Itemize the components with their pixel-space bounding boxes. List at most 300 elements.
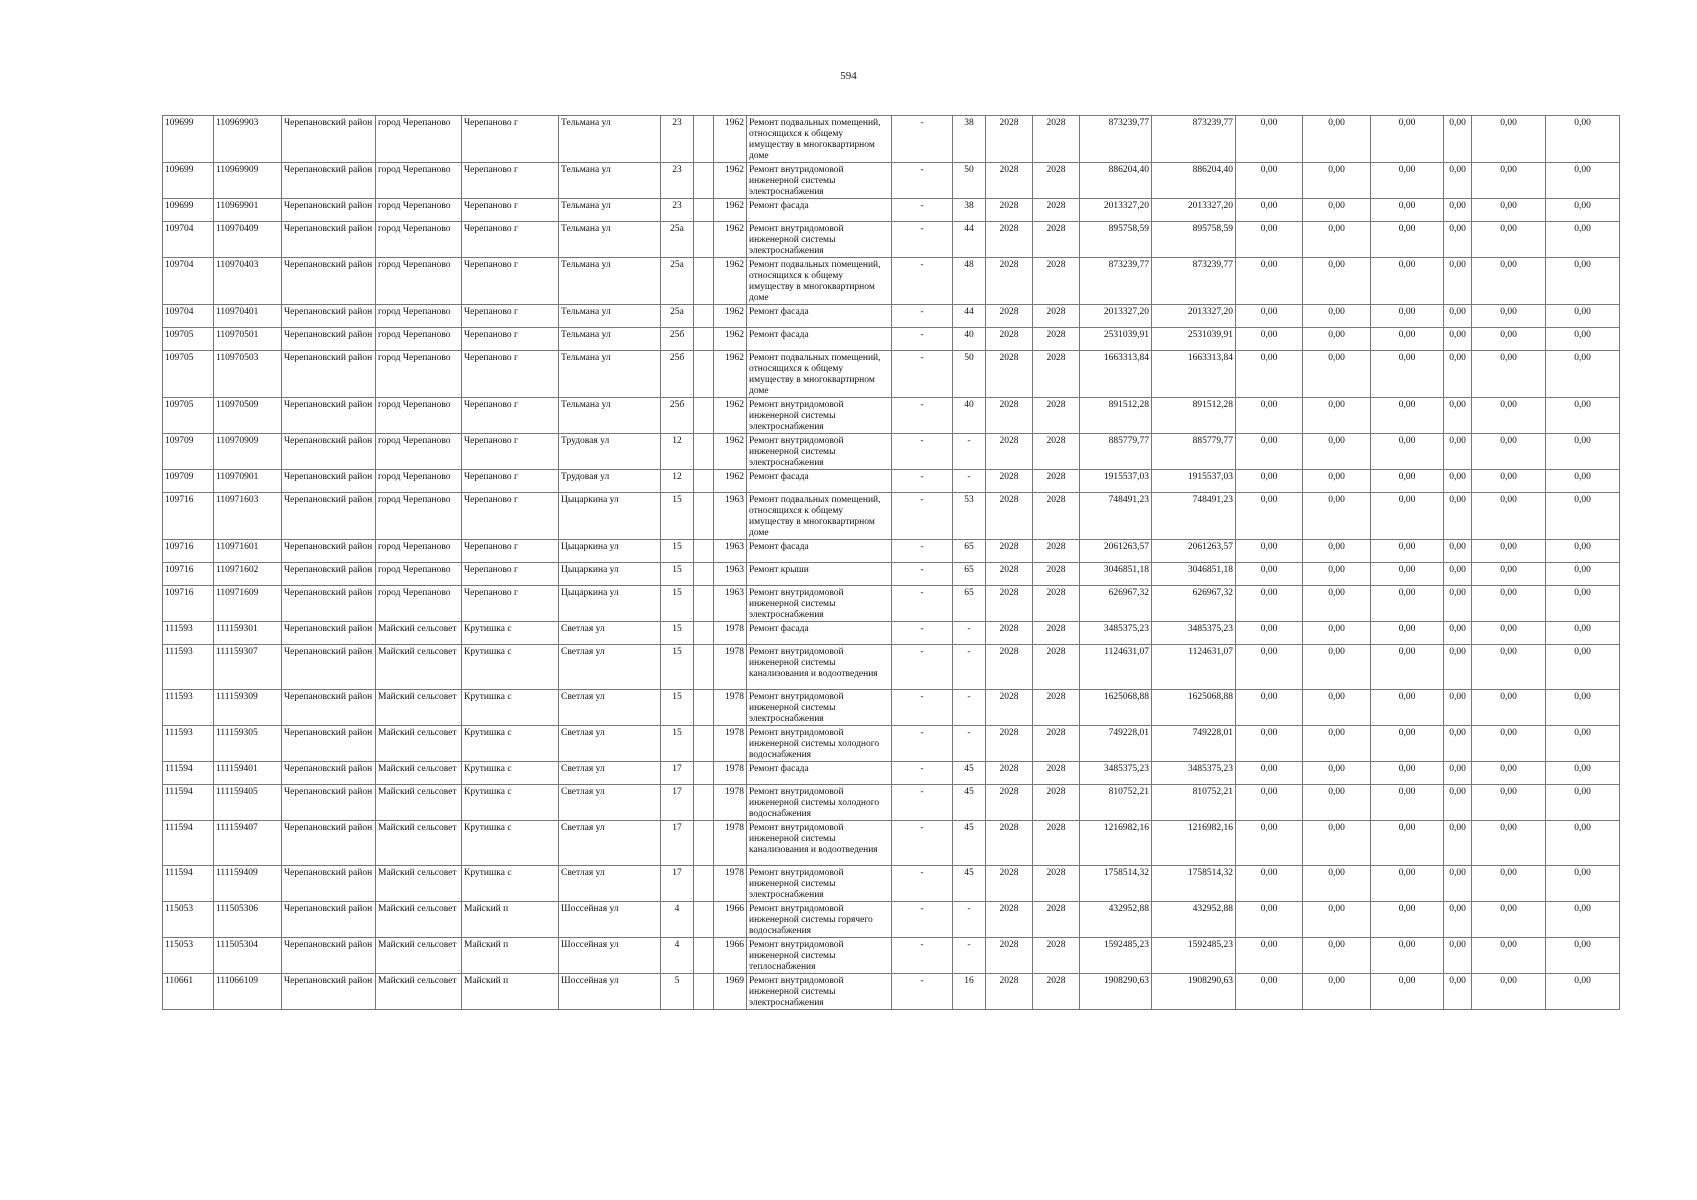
- cell-street: Трудовая ул: [559, 470, 661, 493]
- cell-street: Светлая ул: [559, 866, 661, 902]
- cell-total-cost: 1908290,63: [1080, 974, 1152, 1010]
- cell-owner-share: 0,00: [1444, 305, 1472, 328]
- cell-other-funds: 0,00: [1472, 622, 1546, 645]
- cell-street: Шоссейная ул: [559, 938, 661, 974]
- cell-plan-year-start: 2028: [986, 540, 1033, 563]
- cell-federal-funds: 0,00: [1236, 938, 1303, 974]
- cell-local-funds: 0,00: [1371, 821, 1444, 866]
- cell-build-year: 1969: [714, 974, 747, 1010]
- cell-owner-share: 0,00: [1444, 470, 1472, 493]
- cell-building: [694, 470, 714, 493]
- cell-work-type: Ремонт внутридомовой инженерной системы канализования и водоотведения: [747, 821, 892, 866]
- cell-local-funds: 0,00: [1371, 222, 1444, 258]
- table-row: [163, 163, 1620, 199]
- cell-regional-funds: 0,00: [1303, 493, 1371, 540]
- cell-other-funds: 0,00: [1472, 938, 1546, 974]
- table-row: [163, 866, 1620, 902]
- cell-build-year: 1962: [714, 199, 747, 222]
- cell-house-id: 115053: [163, 938, 214, 974]
- cell-work-type: Ремонт крыши: [747, 563, 892, 586]
- cell-work-id: 110970503: [214, 351, 282, 398]
- cell-building: [694, 785, 714, 821]
- cell-house-number: 15: [661, 690, 694, 726]
- cell-federal-funds: 0,00: [1236, 762, 1303, 785]
- cell-house-number: 12: [661, 434, 694, 470]
- cell-local-funds: 0,00: [1371, 305, 1444, 328]
- cell-plan-year-start: 2028: [986, 328, 1033, 351]
- cell-house-number: 23: [661, 163, 694, 199]
- cell-total-cost: 749228,01: [1080, 726, 1152, 762]
- cell-fund-cost: 3485375,23: [1152, 622, 1236, 645]
- cell-fund-cost: 1625068,88: [1152, 690, 1236, 726]
- cell-district: Черепановский район: [282, 938, 376, 974]
- cell-street: Цыцаркина ул: [559, 493, 661, 540]
- cell-municipality: город Черепаново: [376, 163, 462, 199]
- cell-locality: Крутишка с: [462, 866, 559, 902]
- cell-unit-blank: -: [892, 645, 953, 690]
- cell-unit-blank: -: [892, 116, 953, 163]
- cell-house-number: 15: [661, 540, 694, 563]
- cell-plan-year-end: 2028: [1033, 258, 1080, 305]
- cell-locality: Черепаново г: [462, 586, 559, 622]
- cell-house-number: 5: [661, 974, 694, 1010]
- cell-federal-funds: 0,00: [1236, 540, 1303, 563]
- cell-work-type: Ремонт внутридомовой инженерной системы электроснабжения: [747, 222, 892, 258]
- cell-unit-blank: -: [892, 563, 953, 586]
- table-row: [163, 762, 1620, 785]
- cell-work-type: Ремонт фасада: [747, 199, 892, 222]
- cell-federal-funds: 0,00: [1236, 163, 1303, 199]
- cell-plan-year-end: 2028: [1033, 563, 1080, 586]
- cell-build-year: 1966: [714, 938, 747, 974]
- cell-federal-funds: 0,00: [1236, 974, 1303, 1010]
- cell-plan-year-start: 2028: [986, 351, 1033, 398]
- cell-house-number: 25а: [661, 222, 694, 258]
- cell-building: [694, 351, 714, 398]
- cell-work-id: 110971602: [214, 563, 282, 586]
- cell-work-id: 111505304: [214, 938, 282, 974]
- table-row: [163, 328, 1620, 351]
- cell-work-type: Ремонт внутридомовой инженерной системы электроснабжения: [747, 163, 892, 199]
- cell-federal-funds: 0,00: [1236, 902, 1303, 938]
- cell-locality: Крутишка с: [462, 726, 559, 762]
- cell-fund-cost: 2013327,20: [1152, 199, 1236, 222]
- cell-other-funds: 0,00: [1472, 974, 1546, 1010]
- cell-work-id: 111159301: [214, 622, 282, 645]
- cell-work-id: 111159305: [214, 726, 282, 762]
- cell-total-cost: 3485375,23: [1080, 622, 1152, 645]
- cell-district: Черепановский район: [282, 434, 376, 470]
- cell-district: Черепановский район: [282, 351, 376, 398]
- cell-plan-year-end: 2028: [1033, 938, 1080, 974]
- cell-fund-cost: 626967,32: [1152, 586, 1236, 622]
- cell-build-year: 1962: [714, 163, 747, 199]
- cell-other-funds: 0,00: [1472, 785, 1546, 821]
- cell-work-type: Ремонт внутридомовой инженерной системы электроснабжения: [747, 434, 892, 470]
- cell-other-funds: 0,00: [1472, 902, 1546, 938]
- cell-street: Тельмана ул: [559, 199, 661, 222]
- cell-locality: Майский п: [462, 902, 559, 938]
- cell-owner-share: 0,00: [1444, 645, 1472, 690]
- cell-work-id: 111159309: [214, 690, 282, 726]
- cell-other-funds-2: 0,00: [1546, 622, 1620, 645]
- cell-unit-value: 53: [953, 493, 986, 540]
- cell-street: Светлая ул: [559, 622, 661, 645]
- cell-total-cost: 2013327,20: [1080, 199, 1152, 222]
- cell-district: Черепановский район: [282, 690, 376, 726]
- cell-local-funds: 0,00: [1371, 398, 1444, 434]
- cell-total-cost: 1625068,88: [1080, 690, 1152, 726]
- cell-house-number: 23: [661, 199, 694, 222]
- cell-municipality: город Черепаново: [376, 540, 462, 563]
- cell-building: [694, 645, 714, 690]
- cell-unit-value: -: [953, 622, 986, 645]
- cell-regional-funds: 0,00: [1303, 866, 1371, 902]
- cell-total-cost: 748491,23: [1080, 493, 1152, 540]
- cell-house-id: 111594: [163, 866, 214, 902]
- cell-work-type: Ремонт внутридомовой инженерной системы канализования и водоотведения: [747, 645, 892, 690]
- cell-house-id: 111594: [163, 785, 214, 821]
- cell-work-id: 110970401: [214, 305, 282, 328]
- cell-total-cost: 895758,59: [1080, 222, 1152, 258]
- cell-other-funds-2: 0,00: [1546, 821, 1620, 866]
- cell-house-id: 109716: [163, 563, 214, 586]
- cell-house-id: 111593: [163, 726, 214, 762]
- cell-build-year: 1962: [714, 351, 747, 398]
- cell-unit-value: 40: [953, 328, 986, 351]
- cell-unit-value: 50: [953, 351, 986, 398]
- cell-regional-funds: 0,00: [1303, 974, 1371, 1010]
- cell-unit-blank: -: [892, 902, 953, 938]
- cell-other-funds-2: 0,00: [1546, 902, 1620, 938]
- cell-locality: Черепаново г: [462, 493, 559, 540]
- cell-district: Черепановский район: [282, 398, 376, 434]
- table-row: [163, 493, 1620, 540]
- cell-house-id: 109704: [163, 222, 214, 258]
- cell-regional-funds: 0,00: [1303, 470, 1371, 493]
- cell-regional-funds: 0,00: [1303, 902, 1371, 938]
- cell-street: Светлая ул: [559, 645, 661, 690]
- cell-unit-value: 65: [953, 540, 986, 563]
- cell-municipality: Майский сельсовет: [376, 785, 462, 821]
- cell-work-id: 110971609: [214, 586, 282, 622]
- cell-house-id: 111593: [163, 622, 214, 645]
- cell-local-funds: 0,00: [1371, 974, 1444, 1010]
- cell-house-id: 109704: [163, 258, 214, 305]
- cell-house-id: 115053: [163, 902, 214, 938]
- cell-building: [694, 690, 714, 726]
- cell-other-funds-2: 0,00: [1546, 645, 1620, 690]
- cell-other-funds-2: 0,00: [1546, 726, 1620, 762]
- cell-unit-value: 16: [953, 974, 986, 1010]
- cell-other-funds: 0,00: [1472, 540, 1546, 563]
- cell-building: [694, 540, 714, 563]
- cell-local-funds: 0,00: [1371, 540, 1444, 563]
- cell-plan-year-end: 2028: [1033, 351, 1080, 398]
- cell-regional-funds: 0,00: [1303, 222, 1371, 258]
- cell-house-number: 25б: [661, 328, 694, 351]
- cell-street: Тельмана ул: [559, 398, 661, 434]
- cell-other-funds-2: 0,00: [1546, 199, 1620, 222]
- cell-plan-year-start: 2028: [986, 398, 1033, 434]
- cell-house-number: 25а: [661, 258, 694, 305]
- cell-other-funds-2: 0,00: [1546, 470, 1620, 493]
- cell-district: Черепановский район: [282, 645, 376, 690]
- cell-local-funds: 0,00: [1371, 622, 1444, 645]
- cell-other-funds: 0,00: [1472, 199, 1546, 222]
- cell-work-id: 110969901: [214, 199, 282, 222]
- cell-municipality: город Черепаново: [376, 434, 462, 470]
- cell-municipality: Майский сельсовет: [376, 974, 462, 1010]
- cell-work-id: 111159405: [214, 785, 282, 821]
- cell-total-cost: 873239,77: [1080, 116, 1152, 163]
- cell-total-cost: 3485375,23: [1080, 762, 1152, 785]
- cell-locality: Черепаново г: [462, 222, 559, 258]
- cell-total-cost: 1592485,23: [1080, 938, 1152, 974]
- cell-other-funds: 0,00: [1472, 305, 1546, 328]
- cell-work-type: Ремонт фасада: [747, 470, 892, 493]
- cell-federal-funds: 0,00: [1236, 258, 1303, 305]
- cell-federal-funds: 0,00: [1236, 690, 1303, 726]
- cell-plan-year-end: 2028: [1033, 586, 1080, 622]
- cell-unit-value: -: [953, 470, 986, 493]
- cell-federal-funds: 0,00: [1236, 645, 1303, 690]
- cell-street: Тельмана ул: [559, 328, 661, 351]
- cell-other-funds: 0,00: [1472, 470, 1546, 493]
- cell-fund-cost: 895758,59: [1152, 222, 1236, 258]
- cell-house-id: 111593: [163, 645, 214, 690]
- cell-street: Шоссейная ул: [559, 974, 661, 1010]
- cell-fund-cost: 891512,28: [1152, 398, 1236, 434]
- cell-plan-year-end: 2028: [1033, 785, 1080, 821]
- cell-work-type: Ремонт фасада: [747, 622, 892, 645]
- cell-work-id: 111159401: [214, 762, 282, 785]
- cell-plan-year-start: 2028: [986, 434, 1033, 470]
- table-row: [163, 726, 1620, 762]
- cell-street: Светлая ул: [559, 821, 661, 866]
- cell-work-id: 110970409: [214, 222, 282, 258]
- cell-owner-share: 0,00: [1444, 493, 1472, 540]
- cell-district: Черепановский район: [282, 586, 376, 622]
- cell-other-funds-2: 0,00: [1546, 866, 1620, 902]
- cell-other-funds: 0,00: [1472, 563, 1546, 586]
- cell-district: Черепановский район: [282, 328, 376, 351]
- cell-regional-funds: 0,00: [1303, 434, 1371, 470]
- cell-plan-year-end: 2028: [1033, 821, 1080, 866]
- cell-other-funds-2: 0,00: [1546, 690, 1620, 726]
- cell-plan-year-end: 2028: [1033, 866, 1080, 902]
- cell-plan-year-end: 2028: [1033, 902, 1080, 938]
- table-row: [163, 645, 1620, 690]
- cell-house-number: 25а: [661, 305, 694, 328]
- cell-locality: Черепаново г: [462, 328, 559, 351]
- cell-locality: Черепаново г: [462, 163, 559, 199]
- cell-house-number: 17: [661, 785, 694, 821]
- cell-regional-funds: 0,00: [1303, 762, 1371, 785]
- cell-plan-year-start: 2028: [986, 726, 1033, 762]
- cell-work-id: 111159409: [214, 866, 282, 902]
- cell-plan-year-start: 2028: [986, 586, 1033, 622]
- cell-federal-funds: 0,00: [1236, 199, 1303, 222]
- cell-fund-cost: 1663313,84: [1152, 351, 1236, 398]
- cell-municipality: Майский сельсовет: [376, 821, 462, 866]
- cell-plan-year-end: 2028: [1033, 199, 1080, 222]
- cell-unit-blank: -: [892, 163, 953, 199]
- cell-local-funds: 0,00: [1371, 902, 1444, 938]
- cell-local-funds: 0,00: [1371, 116, 1444, 163]
- cell-work-id: 110969909: [214, 163, 282, 199]
- cell-build-year: 1978: [714, 762, 747, 785]
- cell-plan-year-end: 2028: [1033, 222, 1080, 258]
- cell-build-year: 1978: [714, 866, 747, 902]
- cell-house-number: 25б: [661, 398, 694, 434]
- cell-house-id: 109709: [163, 470, 214, 493]
- cell-total-cost: 626967,32: [1080, 586, 1152, 622]
- cell-locality: Черепаново г: [462, 116, 559, 163]
- cell-fund-cost: 1915537,03: [1152, 470, 1236, 493]
- cell-unit-blank: -: [892, 622, 953, 645]
- cell-regional-funds: 0,00: [1303, 938, 1371, 974]
- cell-locality: Черепаново г: [462, 199, 559, 222]
- cell-work-type: Ремонт внутридомовой инженерной системы электроснабжения: [747, 690, 892, 726]
- cell-fund-cost: 2531039,91: [1152, 328, 1236, 351]
- cell-unit-value: 50: [953, 163, 986, 199]
- cell-other-funds: 0,00: [1472, 434, 1546, 470]
- cell-plan-year-start: 2028: [986, 974, 1033, 1010]
- cell-plan-year-end: 2028: [1033, 762, 1080, 785]
- cell-locality: Черепаново г: [462, 258, 559, 305]
- cell-unit-value: 45: [953, 866, 986, 902]
- cell-plan-year-start: 2028: [986, 470, 1033, 493]
- cell-building: [694, 258, 714, 305]
- cell-district: Черепановский район: [282, 199, 376, 222]
- cell-locality: Черепаново г: [462, 305, 559, 328]
- cell-street: Цыцаркина ул: [559, 563, 661, 586]
- cell-build-year: 1978: [714, 645, 747, 690]
- cell-work-type: Ремонт фасада: [747, 540, 892, 563]
- cell-local-funds: 0,00: [1371, 866, 1444, 902]
- cell-regional-funds: 0,00: [1303, 690, 1371, 726]
- cell-unit-blank: -: [892, 398, 953, 434]
- cell-house-number: 17: [661, 821, 694, 866]
- cell-build-year: 1962: [714, 328, 747, 351]
- cell-total-cost: 1758514,32: [1080, 866, 1152, 902]
- cell-unit-blank: -: [892, 434, 953, 470]
- cell-other-funds-2: 0,00: [1546, 398, 1620, 434]
- cell-other-funds: 0,00: [1472, 726, 1546, 762]
- cell-work-type: Ремонт внутридомовой инженерной системы теплоснабжения: [747, 938, 892, 974]
- cell-plan-year-start: 2028: [986, 258, 1033, 305]
- cell-plan-year-start: 2028: [986, 305, 1033, 328]
- cell-work-type: Ремонт внутридомовой инженерной системы электроснабжения: [747, 866, 892, 902]
- cell-build-year: 1962: [714, 116, 747, 163]
- cell-work-id: 110969903: [214, 116, 282, 163]
- cell-unit-value: -: [953, 434, 986, 470]
- cell-owner-share: 0,00: [1444, 222, 1472, 258]
- cell-other-funds-2: 0,00: [1546, 938, 1620, 974]
- cell-house-id: 109704: [163, 305, 214, 328]
- cell-street: Тельмана ул: [559, 258, 661, 305]
- cell-municipality: город Черепаново: [376, 305, 462, 328]
- cell-regional-funds: 0,00: [1303, 563, 1371, 586]
- cell-locality: Черепаново г: [462, 470, 559, 493]
- cell-fund-cost: 2013327,20: [1152, 305, 1236, 328]
- cell-building: [694, 305, 714, 328]
- cell-regional-funds: 0,00: [1303, 540, 1371, 563]
- cell-unit-value: 45: [953, 785, 986, 821]
- cell-plan-year-start: 2028: [986, 222, 1033, 258]
- cell-unit-blank: -: [892, 493, 953, 540]
- cell-house-id: 109705: [163, 351, 214, 398]
- table-row: [163, 116, 1620, 163]
- page-number: 594: [840, 70, 857, 82]
- cell-house-number: 25б: [661, 351, 694, 398]
- cell-district: Черепановский район: [282, 493, 376, 540]
- cell-fund-cost: 1758514,32: [1152, 866, 1236, 902]
- cell-house-number: 4: [661, 902, 694, 938]
- cell-street: Тельмана ул: [559, 222, 661, 258]
- cell-locality: Черепаново г: [462, 540, 559, 563]
- cell-plan-year-end: 2028: [1033, 540, 1080, 563]
- cell-build-year: 1978: [714, 726, 747, 762]
- cell-unit-blank: -: [892, 222, 953, 258]
- cell-other-funds-2: 0,00: [1546, 163, 1620, 199]
- cell-district: Черепановский район: [282, 563, 376, 586]
- cell-municipality: город Черепаново: [376, 470, 462, 493]
- cell-building: [694, 493, 714, 540]
- cell-plan-year-start: 2028: [986, 493, 1033, 540]
- cell-municipality: город Черепаново: [376, 222, 462, 258]
- cell-house-id: 109699: [163, 199, 214, 222]
- cell-locality: Черепаново г: [462, 434, 559, 470]
- cell-owner-share: 0,00: [1444, 726, 1472, 762]
- cell-street: Светлая ул: [559, 785, 661, 821]
- cell-federal-funds: 0,00: [1236, 726, 1303, 762]
- cell-district: Черепановский район: [282, 762, 376, 785]
- cell-work-type: Ремонт фасада: [747, 305, 892, 328]
- cell-locality: Черепаново г: [462, 398, 559, 434]
- cell-street: Тельмана ул: [559, 351, 661, 398]
- cell-fund-cost: 1908290,63: [1152, 974, 1236, 1010]
- cell-other-funds-2: 0,00: [1546, 305, 1620, 328]
- cell-unit-value: 65: [953, 586, 986, 622]
- cell-federal-funds: 0,00: [1236, 434, 1303, 470]
- cell-build-year: 1962: [714, 434, 747, 470]
- cell-municipality: Майский сельсовет: [376, 690, 462, 726]
- cell-build-year: 1978: [714, 821, 747, 866]
- table-row: [163, 258, 1620, 305]
- cell-total-cost: 886204,40: [1080, 163, 1152, 199]
- cell-plan-year-end: 2028: [1033, 726, 1080, 762]
- cell-local-funds: 0,00: [1371, 199, 1444, 222]
- cell-regional-funds: 0,00: [1303, 163, 1371, 199]
- cell-other-funds: 0,00: [1472, 821, 1546, 866]
- cell-federal-funds: 0,00: [1236, 470, 1303, 493]
- cell-unit-value: 38: [953, 199, 986, 222]
- cell-other-funds: 0,00: [1472, 762, 1546, 785]
- cell-build-year: 1962: [714, 470, 747, 493]
- cell-owner-share: 0,00: [1444, 540, 1472, 563]
- table-row: [163, 470, 1620, 493]
- table-row: [163, 821, 1620, 866]
- table-row: [163, 622, 1620, 645]
- cell-building: [694, 974, 714, 1010]
- cell-house-number: 4: [661, 938, 694, 974]
- cell-other-funds: 0,00: [1472, 258, 1546, 305]
- cell-fund-cost: 748491,23: [1152, 493, 1236, 540]
- cell-work-type: Ремонт внутридомовой инженерной системы холодного водоснабжения: [747, 726, 892, 762]
- cell-house-id: 109716: [163, 586, 214, 622]
